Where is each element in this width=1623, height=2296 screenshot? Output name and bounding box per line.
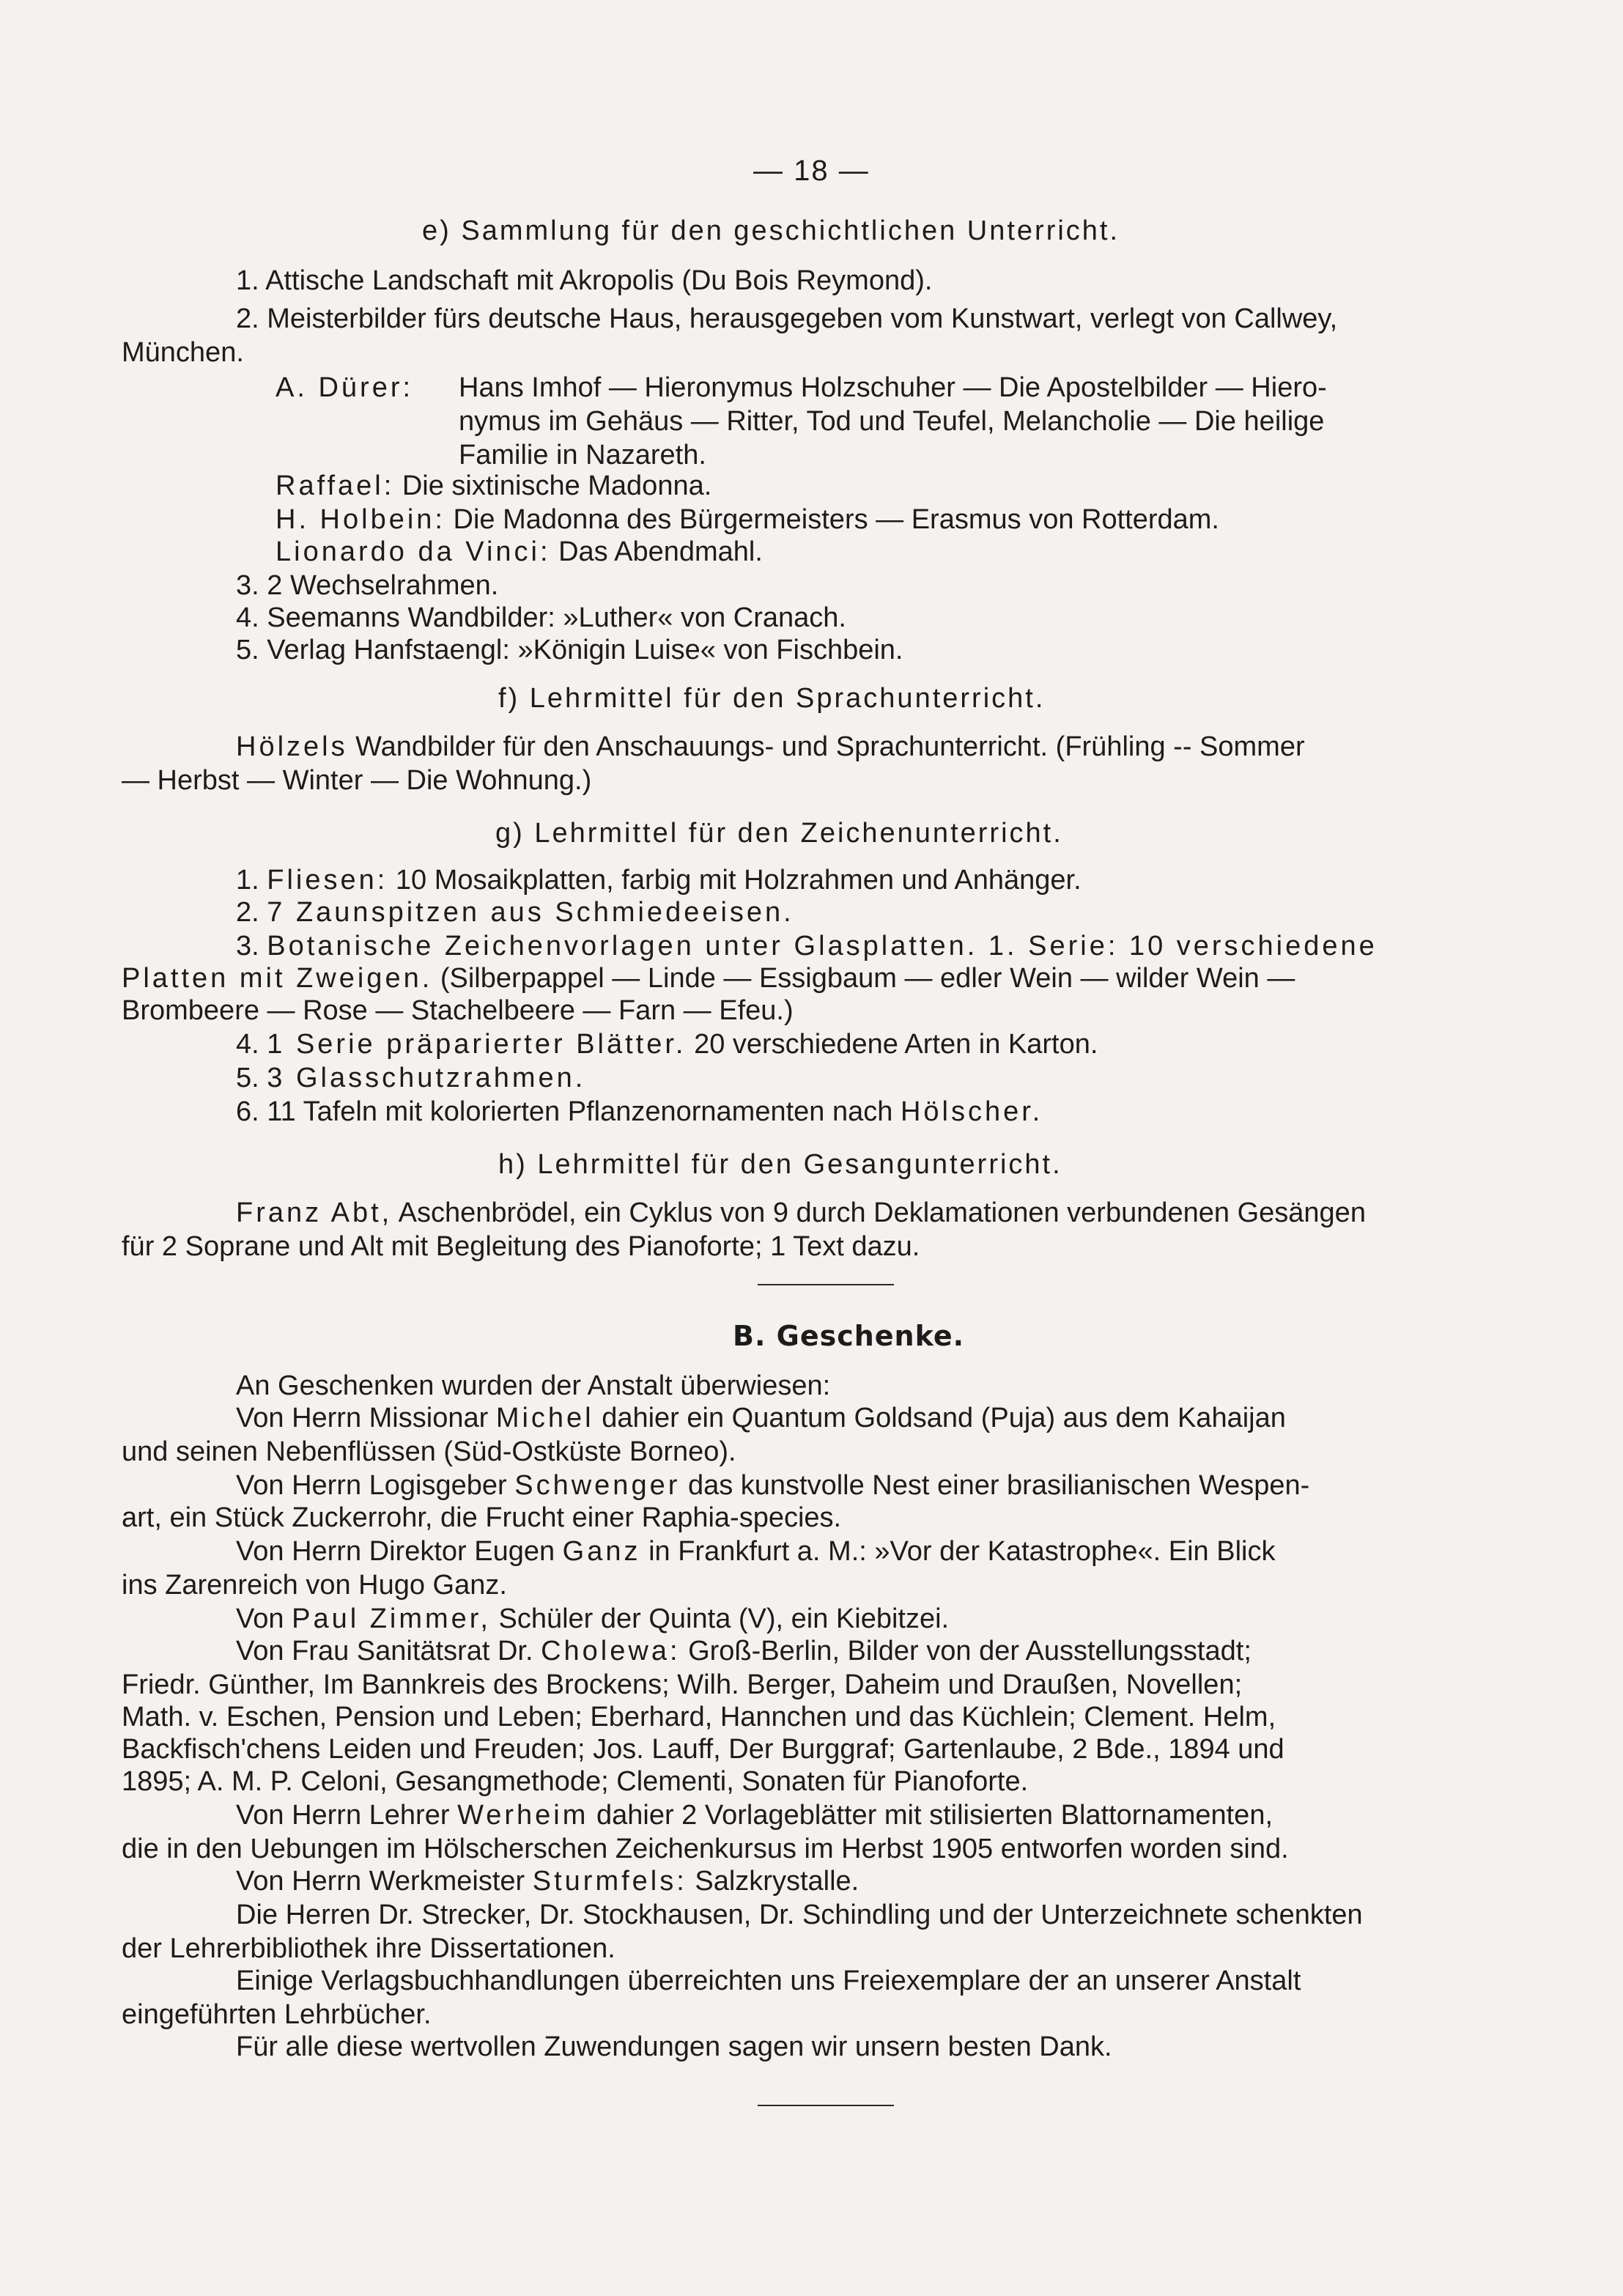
section-g-item-6-num: 6. [236,1096,259,1127]
gift-9-line-2: eingeführten Lehrbücher. [122,1999,432,2030]
paul-zimmer-name: Paul Zimmer, [292,1603,491,1634]
section-g-item-1 [236,863,1082,897]
gift-3-text-b: in Frankfurt a. M.: »Vor der Katastrophe«. Ein Blick [648,1536,1276,1567]
gift-6-line-1 [236,1798,1273,1832]
hoelscher-name: Hölscher. [900,1096,1043,1127]
section-b-intro: An Geschenken wurden der Anstalt überwiesen: [236,1370,831,1401]
gift-1-line-2: und seinen Nebenflüssen (Süd-Ostküste Borneo). [122,1436,736,1467]
gift-5-line-5: 1895; A. M. P. Celoni, Gesangmethode; Clementi, Sonaten für Pianoforte. [122,1766,1029,1797]
cholewa-name: Cholewa: [541,1636,681,1666]
lionardo-name: Lionardo da Vinci: [276,536,551,567]
gift-1-text-b: dahier ein Quantum Goldsand (Puja) aus dem Kahaijan [602,1403,1286,1433]
gift-1-line-1 [236,1401,1286,1435]
franz-abt-name: Franz Abt, [236,1197,393,1228]
section-g-item-5 [236,1061,585,1095]
gift-6-text-b: dahier 2 Vorlageblätter mit stilisierten Blattornamenten, [596,1800,1273,1831]
gift-8-line-2: der Lehrerbibliothek ihre Dissertationen. [122,1933,615,1964]
raffael-text: Die sixtinische Madonna. [402,470,712,501]
gift-7-text-a: Von Herrn Werkmeister [236,1866,525,1897]
closing-line: Für alle diese wertvollen Zuwendungen sagen wir unsern besten Dank. [236,2031,1112,2062]
section-f-line-1-text: Wandbilder für den Anschauungs- und Sprachunterricht. (Frühling -- Sommer [355,731,1305,762]
section-g-item-3-num: 3. [236,931,259,961]
sturmfels-name: Sturmfels: [532,1866,687,1897]
page-number: — 18 — [753,155,870,187]
section-e-heading: e) Sammlung für den geschichtlichen Unterricht. [422,215,1120,246]
section-g-item-2 [236,896,794,929]
ganz-name: Ganz [562,1536,641,1567]
section-e-item-1: 1. Attische Landschaft mit Akropolis (Du Bois Reymond). [236,265,933,296]
section-g-item-3-line-3: Brombeere — Rose — Stachelbeere — Farn — Efeu.) [122,995,794,1026]
fliesen-name: Fliesen: [267,865,388,896]
section-h-heading: h) Lehrmittel für den Gesangunterricht. [498,1149,1062,1180]
botanische-name: Botanische Zeichenvorlagen unter Glasplatten. 1. Serie: 10 verschiedene [267,931,1378,961]
section-e-item-2-line-1: 2. Meisterbilder fürs deutsche Haus, herausgegeben vom Kunstwart, verlegt von Callwey, [236,303,1338,334]
raffael-name: Raffael: [276,470,395,501]
serie-name: 1 Serie präparierter Blätter. [267,1029,687,1060]
gift-2-line-2: art, ein Stück Zuckerrohr, die Frucht einer Raphia-species. [122,1502,842,1533]
holbein-text: Die Madonna des Bürgermeisters — Erasmus von Rotterdam. [453,504,1219,535]
gift-7-line [236,1864,859,1898]
section-h-line-2: für 2 Soprane und Alt mit Begleitung des Pianoforte; 1 Text dazu. [122,1231,920,1262]
duerer-line-3: Familie in Nazareth. [459,440,706,470]
gift-7-text-b: Salzkrystalle. [695,1866,859,1897]
gift-3-text-a: Von Herrn Direktor Eugen [236,1536,555,1567]
section-g-item-6 [236,1095,1043,1129]
gift-5-line-4: Backfisch'chens Leiden und Freuden; Jos. Lauff, Der Burggraf; Gartenlaube, 2 Bde., 1894 und [122,1734,1284,1765]
section-g-item-1-text: 10 Mosaikplatten, farbig mit Holzrahmen und Anhänger. [395,865,1082,896]
gift-5-text-b: Groß-Berlin, Bilder von der Ausstellungsstadt; [688,1636,1252,1666]
gift-2-text-b: das kunstvolle Nest einer brasilianischen Wespen- [687,1470,1310,1501]
section-g-item-3-line-2-text: (Silberpappel — Linde — Essigbaum — edler Wein — wilder Wein — [440,963,1295,994]
gift-6-line-2: die in den Uebungen im Hölscherschen Zeichenkursus im Herbst 1905 entworfen worden sind. [122,1834,1289,1864]
zaunspitzen-name: 7 Zaunspitzen aus Schmiedeeisen. [267,897,794,928]
section-e-item-3: 3. 2 Wechselrahmen. [236,570,499,601]
section-f-line-1 [236,730,1305,764]
section-g-item-5-num: 5. [236,1063,259,1093]
section-g-item-4-text: 20 verschiedene Arten in Karton. [694,1029,1098,1060]
gift-4-text-a: Von [236,1603,284,1634]
gift-5-line-1 [236,1634,1252,1668]
werheim-name: Werheim [457,1800,589,1831]
gift-3-line-2: ins Zarenreich von Hugo Ganz. [122,1570,507,1601]
section-g-item-1-num: 1. [236,865,259,896]
duerer-line-1: Hans Imhof — Hieronymus Holzschuher — Die Apostelbilder — Hiero- [459,372,1327,403]
gift-3-line-1 [236,1535,1275,1568]
section-g-item-6-text: 11 Tafeln mit kolorierten Pflanzenornamenten nach [267,1096,893,1127]
section-b-heading: B. Geschenke. [733,1320,965,1352]
gift-2-text-a: Von Herrn Logisgeber [236,1470,507,1501]
gift-9-line-1: Einige Verlagsbuchhandlungen überreichten uns Freiexemplare der an unserer Anstalt [236,1965,1301,1996]
gift-4-line [236,1602,949,1636]
michel-name: Michel [495,1403,594,1433]
lionardo-text: Das Abendmahl. [558,536,763,567]
holbein-name: H. Holbein: [276,504,446,535]
section-g-item-3-line-2 [122,961,1295,995]
gift-5-line-2: Friedr. Günther, Im Bannkreis des Brockens; Wilh. Berger, Daheim und Draußen, Novellen; [122,1669,1243,1700]
duerer-label [276,371,413,405]
gift-6-text-a: Von Herrn Lehrer [236,1800,450,1831]
gift-2-line-1 [236,1469,1309,1502]
section-g-item-4 [236,1027,1098,1061]
gift-5-line-3: Math. v. Eschen, Pension und Leben; Eberhard, Hannchen und das Küchlein; Clement. Helm, [122,1702,1276,1732]
raffael-entry [276,469,711,503]
section-f-line-2: — Herbst — Winter — Die Wohnung.) [122,765,592,796]
section-e-item-5: 5. Verlag Hanfstaengl: »Königin Luise« von Fischbein. [236,635,903,665]
section-h-line-1 [236,1196,1366,1230]
section-divider-top [758,1284,894,1285]
duerer-prefix: A. Dürer: [276,372,414,403]
gift-1-text-a: Von Herrn Missionar [236,1403,489,1433]
gift-5-text-a: Von Frau Sanitätsrat Dr. [236,1636,533,1666]
duerer-line-2: nymus im Gehäus — Ritter, Tod und Teufel, Melancholie — Die heilige [459,406,1325,437]
holbein-entry [276,503,1219,536]
section-divider-bottom [758,2105,894,2106]
gift-8-line-1: Die Herren Dr. Strecker, Dr. Stockhausen, Dr. Schindling und der Unterzeichnete schenkten [236,1900,1363,1930]
section-g-item-3-line-1 [236,929,1378,963]
platten-name: Platten mit Zweigen. [122,963,433,994]
section-e-item-4: 4. Seemanns Wandbilder: »Luther« von Cranach. [236,602,846,633]
section-h-line-1-text: Aschenbrödel, ein Cyklus von 9 durch Deklamationen verbundenen Gesängen [398,1197,1366,1228]
gift-4-text-b: Schüler der Quinta (V), ein Kiebitzei. [498,1603,950,1634]
section-f-heading: f) Lehrmittel für den Sprachunterricht. [498,683,1046,714]
lionardo-entry [276,535,763,569]
hoelzels-name: Hölzels [236,731,348,762]
schwenger-name: Schwenger [514,1470,681,1501]
glasschutzrahmen-name: 3 Glasschutzrahmen. [267,1063,586,1093]
section-g-item-4-num: 4. [236,1029,259,1060]
section-g-heading: g) Lehrmittel für den Zeichenunterricht. [495,818,1063,849]
section-e-item-2-line-2: München. [122,337,244,368]
section-g-item-2-num: 2. [236,897,259,928]
